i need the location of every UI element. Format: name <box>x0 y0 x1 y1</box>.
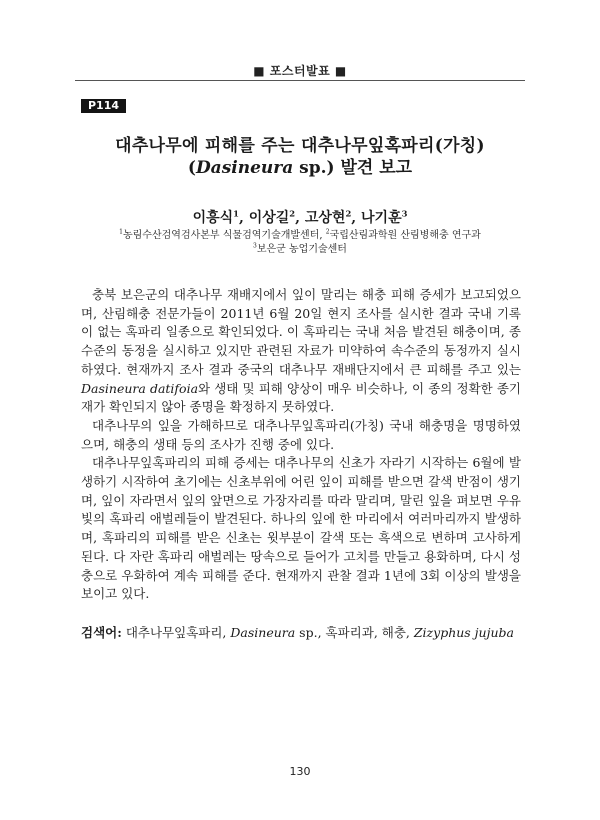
species-name: Dasineura datifoia <box>81 380 199 396</box>
affiliation-2: 국립산림과학원 산림병해충 연구과 <box>329 230 481 241</box>
affiliation-mark: 1 <box>119 228 123 236</box>
affiliation-3: 보은군 농업기술센터 <box>256 244 347 255</box>
header-divider <box>75 80 525 81</box>
affiliation-line-2 <box>0 240 600 255</box>
page-number: 130 <box>289 765 311 778</box>
author-affiliation-mark: 1 <box>233 208 239 219</box>
author-name: 나기훈 <box>361 210 402 226</box>
keyword-species: Zizyphus jujuba <box>413 625 514 640</box>
affiliation-line-1 <box>0 226 600 241</box>
abstract-text: 와 생태 및 피해 양상이 매우 비슷하나, 이 종의 정확한 종기재가 확인되지 않아 종명을 확정하지 못하였다. <box>81 380 521 415</box>
affiliation-mark: 2 <box>325 228 330 236</box>
poster-code-badge: P114 <box>81 99 126 113</box>
author-separator: , <box>295 210 305 226</box>
author-list <box>0 207 600 227</box>
keyword-text: sp., 혹파리과, 해충, <box>295 625 414 640</box>
abstract-text: 충북 보은군의 대추나무 재배지에서 잎이 말리는 해충 피해 증세가 보고되었으며, 산림해충 전문가들이 2011년 6월 20일 현지 조사를 실시한 결과 국내 기록이 없는 혹파리 일종으로 확인되었다. 이 혹파리는 국내 처음 발견된 해충이며, 종 수준의 동정을 실시하고 있지만 관련된 자료가 미약하여 속수준의 동정까지 실시 하였다. 현재까지 조사 결과 중국의 대추나무 재배단지에서 큰 피해를 주고 있는 <box>81 287 521 377</box>
abstract-paragraph-2: 대추나무의 잎을 가해하므로 대추나무잎혹파리(가칭) 국내 해충명을 명명하였으며, 해충의 생태 등의 조사가 진행 중에 있다. <box>81 417 521 452</box>
title-open-paren: ( <box>187 158 196 178</box>
author-separator: , <box>351 210 362 226</box>
author-name: 이흥식 <box>192 210 234 226</box>
title-line-2 <box>0 153 600 178</box>
section-header: ■ 포스터발표 ■ <box>253 64 347 78</box>
abstract-paragraph-3: 대추나무잎혹파리의 피해 증세는 대추나무의 신초가 자라기 시작하는 6월에 발생하기 시작하여 초기에는 신초부위에 어린 잎이 피해를 받으면 갈색 반점이 생기며, 잎이 자라면서 잎의 앞면으로 가장자리를 따라 말리며, 말린 잎을 펴보면 우유빛의 혹파리 애벌레들이 발견된다. 하나의 잎에 한 마리에서 여러마리까지 발생하며, 혹파리의 피해를 받은 신초는 윗부분이 갈색 또는 흑색으로 변하며 고사하게 된다. 다 자란 혹파리 애벌레는 땅속으로 들어가 고치를 만들고 용화하며, 다시 성충으로 우화하여 계속 피해를 준다. 현재까지 관찰 결과 1년에 3회 이상의 발생을 보이고 있다. <box>81 455 521 602</box>
title-rest: sp.) 발견 보고 <box>293 158 413 178</box>
title-genus: Dasineura <box>195 158 294 178</box>
author-name: 이상길 <box>248 210 290 226</box>
title-line-1: 대추나무에 피해를 주는 대추나무잎혹파리(가칭) <box>115 136 485 156</box>
keywords <box>81 624 521 642</box>
affiliation-mark: 3 <box>253 242 257 250</box>
author-affiliation-mark: 2 <box>289 208 296 219</box>
author-affiliation-mark: 2 <box>345 208 352 219</box>
keyword-text: 대추나무잎혹파리, <box>121 625 231 640</box>
author-affiliation-mark: 3 <box>401 208 408 219</box>
abstract-paragraph-1 <box>81 286 521 417</box>
abstract-body <box>81 286 521 604</box>
affiliation-1: 농림수산검역검사본부 식물검역기술개발센터, <box>122 230 326 241</box>
author-separator: , <box>238 210 249 226</box>
author-name: 고상현 <box>304 210 346 226</box>
keywords-label: 검색어: <box>81 625 122 640</box>
keyword-genus: Dasineura <box>230 625 296 640</box>
